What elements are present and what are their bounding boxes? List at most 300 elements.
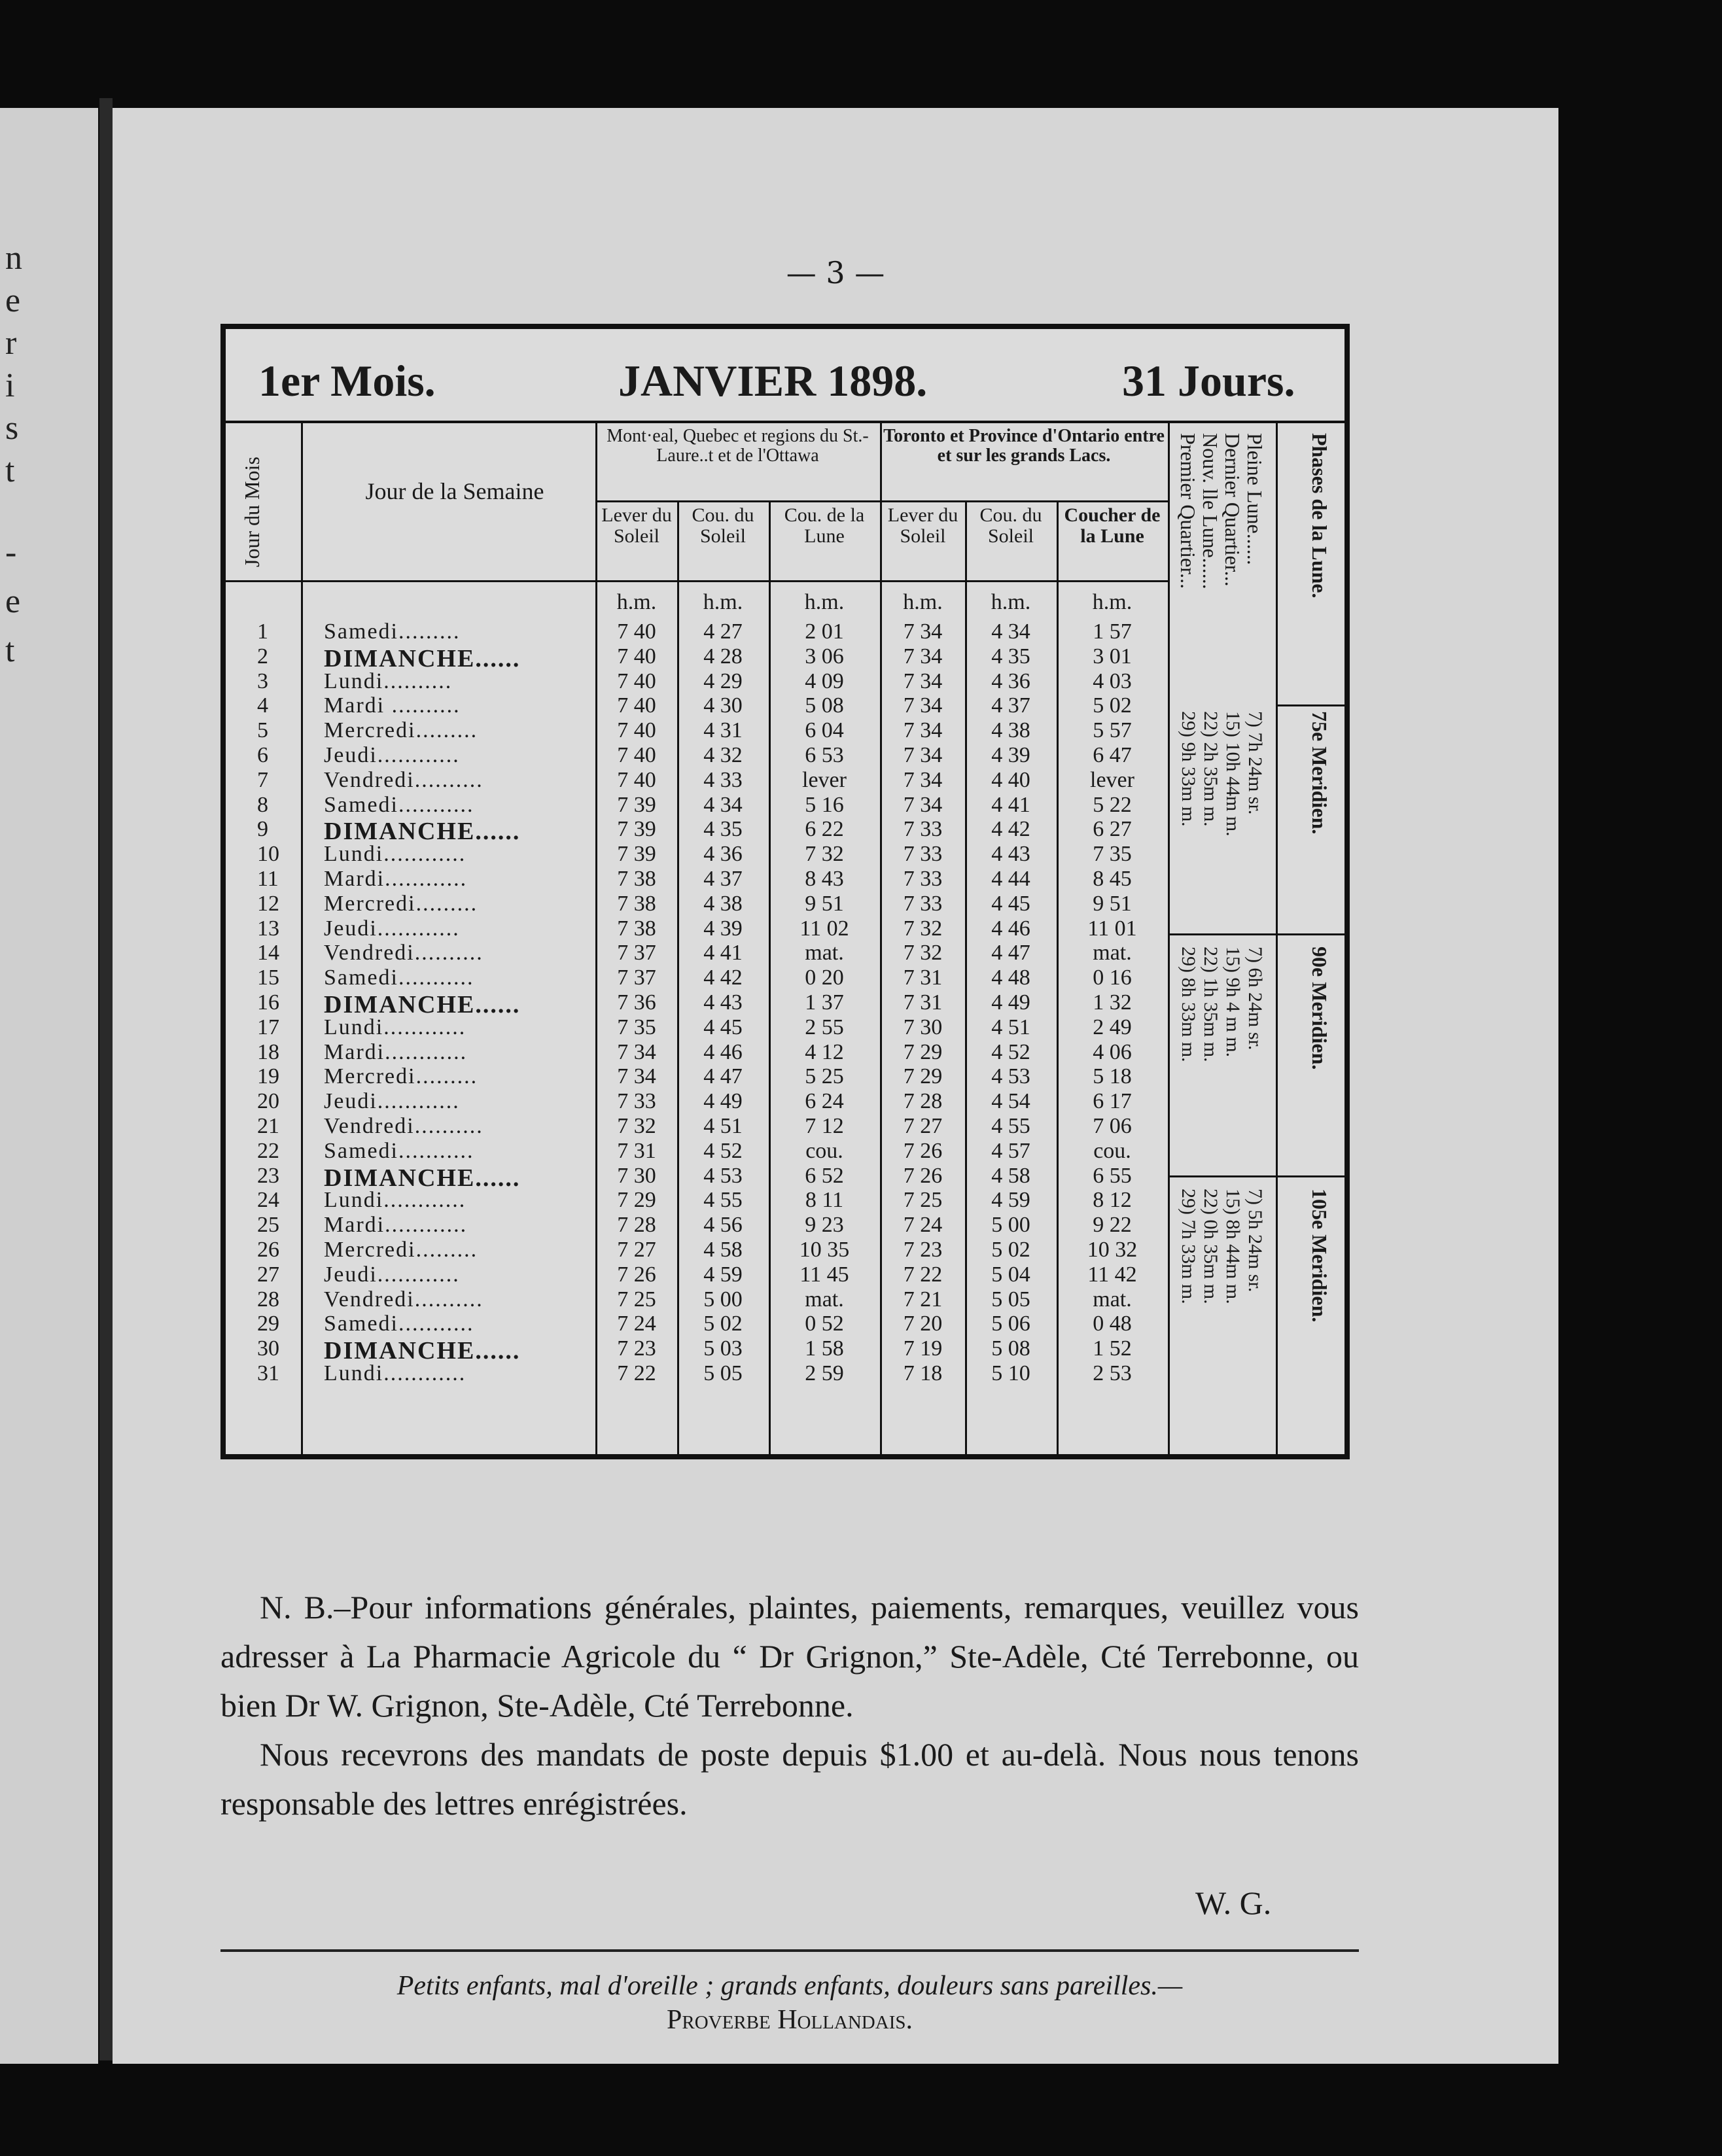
time-cell: 8 43 bbox=[805, 867, 844, 891]
time-cell: 7 26 bbox=[903, 1138, 943, 1163]
weekday-name: Mercredi......... bbox=[324, 1238, 478, 1262]
weekday-name: DIMANCHE...... bbox=[324, 1164, 521, 1192]
time-cell: 4 35 bbox=[991, 644, 1030, 669]
time-cell: 7 12 bbox=[805, 1114, 844, 1138]
time-cell: 4 38 bbox=[991, 718, 1030, 743]
time-cell: 4 06 bbox=[1093, 1039, 1132, 1064]
time-cell: 7 40 bbox=[617, 718, 656, 743]
time-cell: 4 52 bbox=[703, 1138, 743, 1163]
time-cell: 7 33 bbox=[903, 817, 943, 842]
time-cell: 7 26 bbox=[903, 1163, 943, 1188]
time-cell: 6 22 bbox=[805, 817, 844, 842]
time-cell: 1 58 bbox=[805, 1336, 844, 1361]
day-number: 1 bbox=[257, 619, 268, 644]
time-cell: 7 33 bbox=[617, 1089, 656, 1114]
time-cell: 6 55 bbox=[1093, 1163, 1132, 1188]
time-cell: 4 43 bbox=[703, 990, 743, 1015]
time-cell: 7 30 bbox=[617, 1163, 656, 1188]
day-number: 15 bbox=[257, 965, 279, 990]
day-number: 22 bbox=[257, 1138, 279, 1163]
time-cell: 7 34 bbox=[903, 792, 943, 817]
time-cell: 4 47 bbox=[703, 1064, 743, 1089]
time-cell: 5 05 bbox=[991, 1287, 1030, 1312]
time-cell: 7 39 bbox=[617, 792, 656, 817]
unit-label: h.m. bbox=[804, 590, 845, 614]
meridian-75-value: 22) 2h 35m m. bbox=[1200, 711, 1221, 827]
col-divider bbox=[1168, 423, 1170, 1454]
time-cell: 7 29 bbox=[903, 1039, 943, 1064]
weekday-name: DIMANCHE...... bbox=[324, 1337, 521, 1365]
weekday-name: Mardi............ bbox=[324, 1213, 468, 1238]
time-cell: 5 00 bbox=[991, 1213, 1030, 1238]
time-cell: 7 40 bbox=[617, 767, 656, 792]
time-cell: 7 22 bbox=[903, 1262, 943, 1287]
unit-label: h.m. bbox=[903, 590, 943, 614]
table-row bbox=[226, 916, 1168, 941]
time-cell: 4 52 bbox=[991, 1039, 1030, 1064]
weekday-name: Samedi......... bbox=[324, 619, 461, 644]
time-cell: 9 51 bbox=[1093, 891, 1132, 916]
time-cell: 4 37 bbox=[703, 867, 743, 891]
time-cell: mat. bbox=[805, 1287, 844, 1312]
time-cell: 4 29 bbox=[703, 669, 743, 693]
left-fragment: i bbox=[5, 367, 15, 404]
time-cell: 7 40 bbox=[617, 669, 656, 693]
table-header bbox=[226, 329, 1344, 421]
time-cell: 11 42 bbox=[1087, 1262, 1137, 1287]
table-row bbox=[226, 1163, 1168, 1192]
unit-label: h.m. bbox=[703, 590, 743, 614]
table-row bbox=[226, 892, 1168, 916]
weekday-name: DIMANCHE...... bbox=[324, 644, 521, 672]
time-cell: 7 28 bbox=[617, 1213, 656, 1238]
weekday-name: Vendredi.......... bbox=[324, 941, 483, 965]
table-row bbox=[226, 1312, 1168, 1336]
unit-label: h.m. bbox=[616, 590, 657, 614]
time-cell: 4 53 bbox=[991, 1064, 1030, 1089]
time-cell: 7 36 bbox=[617, 990, 656, 1015]
table-row bbox=[226, 619, 1168, 644]
calendar-table bbox=[220, 324, 1350, 1459]
time-cell: 4 03 bbox=[1093, 669, 1132, 693]
page-number: — 3 — bbox=[786, 255, 885, 290]
row-divider bbox=[595, 500, 1168, 502]
day-number: 12 bbox=[257, 891, 279, 916]
time-cell: 11 02 bbox=[800, 916, 849, 941]
row-divider bbox=[1168, 933, 1344, 935]
left-fragment: t bbox=[5, 632, 15, 669]
weekday-name: Samedi........... bbox=[324, 792, 474, 817]
time-cell: 4 35 bbox=[703, 817, 743, 842]
time-cell: 1 57 bbox=[1093, 619, 1132, 644]
header-coucher-lune: Cou. de la Lune bbox=[784, 504, 865, 547]
meridian-75-header: 75e Meridien. bbox=[1308, 711, 1331, 835]
time-cell: 5 22 bbox=[1093, 792, 1132, 817]
time-cell: 7 34 bbox=[903, 619, 943, 644]
time-cell: 4 28 bbox=[703, 644, 743, 669]
time-cell: 7 24 bbox=[903, 1213, 943, 1238]
time-cell: 4 58 bbox=[703, 1238, 743, 1262]
time-cell: 7 23 bbox=[617, 1336, 656, 1361]
meridian-90-value: 29) 8h 33m m. bbox=[1178, 947, 1199, 1062]
weekday-name: Vendredi.......... bbox=[324, 767, 483, 792]
time-cell: 7 26 bbox=[617, 1262, 656, 1287]
time-cell: 7 33 bbox=[903, 867, 943, 891]
time-cell: 5 04 bbox=[991, 1262, 1030, 1287]
table-row bbox=[226, 743, 1168, 768]
day-number: 31 bbox=[257, 1361, 279, 1385]
time-cell: 0 16 bbox=[1093, 965, 1132, 990]
time-cell: 4 49 bbox=[991, 990, 1030, 1015]
time-cell: 4 31 bbox=[703, 718, 743, 743]
time-cell: 7 34 bbox=[903, 644, 943, 669]
time-cell: 4 59 bbox=[991, 1188, 1030, 1213]
header-coucher-lune-ontario: Coucher de la Lune bbox=[1064, 504, 1161, 547]
time-cell: 7 31 bbox=[903, 990, 943, 1015]
meridian-75-value: 7) 7h 24m sr. bbox=[1244, 711, 1266, 815]
header-lever-soleil-ontario: Lever du Soleil bbox=[887, 504, 958, 547]
time-cell: 4 46 bbox=[703, 1039, 743, 1064]
time-cell: 4 47 bbox=[991, 941, 1030, 965]
time-cell: cou. bbox=[805, 1138, 843, 1163]
time-cell: 7 31 bbox=[617, 1138, 656, 1163]
weekday-name: Vendredi.......... bbox=[324, 1287, 483, 1312]
time-cell: 7 32 bbox=[903, 941, 943, 965]
table-row bbox=[226, 793, 1168, 818]
time-cell: 7 33 bbox=[903, 842, 943, 867]
time-cell: 2 53 bbox=[1093, 1361, 1132, 1385]
time-cell: 8 45 bbox=[1093, 867, 1132, 891]
table-row bbox=[226, 718, 1168, 743]
day-number: 20 bbox=[257, 1089, 279, 1114]
left-fragment: s bbox=[5, 409, 19, 447]
meridian-105-value: 22) 0h 35m m. bbox=[1200, 1189, 1221, 1304]
time-cell: 7 30 bbox=[903, 1015, 943, 1039]
header-group-toronto: Toronto et Province d'Ontario entre et sur les grands Lacs. bbox=[883, 426, 1165, 466]
weekday-name: Lundi............ bbox=[324, 842, 466, 867]
day-number: 9 bbox=[257, 817, 268, 842]
day-number: 28 bbox=[257, 1287, 279, 1312]
time-cell: 7 35 bbox=[1093, 842, 1132, 867]
left-fragment: n bbox=[5, 239, 22, 277]
time-cell: 0 48 bbox=[1093, 1312, 1132, 1336]
left-fragment: e bbox=[5, 282, 21, 319]
meridian-105-header: 105e Meridien. bbox=[1308, 1189, 1331, 1323]
time-cell: 4 51 bbox=[991, 1015, 1030, 1039]
time-cell: 4 53 bbox=[703, 1163, 743, 1188]
table-row bbox=[226, 1336, 1168, 1365]
time-cell: 5 02 bbox=[991, 1238, 1030, 1262]
note-paragraph-1: N. B.–Pour informations générales, plaintes, paiements, remarques, veuillez vous adresser à La Pharmacie Agricole du “ Dr Grignon,” Ste-Adèle, Cté Terrebonne, ou bien Dr W. Grignon, Ste-Adèle, Cté Terrebonne. bbox=[220, 1589, 1359, 1724]
time-cell: 7 24 bbox=[617, 1312, 656, 1336]
unit-label: h.m. bbox=[1092, 590, 1133, 614]
time-cell: 9 51 bbox=[805, 891, 844, 916]
table-row bbox=[226, 1139, 1168, 1164]
time-cell: 7 20 bbox=[903, 1312, 943, 1336]
time-cell: 6 04 bbox=[805, 718, 844, 743]
weekday-name: Samedi........... bbox=[324, 965, 474, 990]
time-cell: 7 27 bbox=[617, 1238, 656, 1262]
time-cell: 4 43 bbox=[991, 842, 1030, 867]
divider-rule bbox=[220, 1949, 1359, 1952]
weekday-name: DIMANCHE...... bbox=[324, 818, 521, 846]
meridian-75-value: 29) 9h 33m m. bbox=[1178, 711, 1199, 827]
time-cell: 4 57 bbox=[991, 1138, 1030, 1163]
time-cell: 7 37 bbox=[617, 965, 656, 990]
table-row bbox=[226, 1089, 1168, 1114]
time-cell: 5 00 bbox=[703, 1287, 743, 1312]
table-row bbox=[226, 990, 1168, 1018]
table-row bbox=[226, 842, 1168, 867]
day-number: 17 bbox=[257, 1015, 279, 1039]
time-cell: 4 45 bbox=[991, 891, 1030, 916]
note-paragraph-2: Nous recevrons des mandats de poste depuis $1.00 et au-delà. Nous nous tenons responsable des lettres enrégistrées. bbox=[220, 1736, 1359, 1822]
time-cell: 4 51 bbox=[703, 1114, 743, 1138]
table-row bbox=[226, 768, 1168, 793]
time-cell: 6 27 bbox=[1093, 817, 1132, 842]
time-cell: cou. bbox=[1093, 1138, 1131, 1163]
time-cell: 11 45 bbox=[800, 1262, 849, 1287]
table-row bbox=[226, 1114, 1168, 1139]
table-row bbox=[226, 867, 1168, 892]
time-cell: 4 42 bbox=[703, 965, 743, 990]
phase-name-2: Dernier Quartier... bbox=[1221, 433, 1244, 587]
time-cell: 5 02 bbox=[703, 1312, 743, 1336]
day-number: 30 bbox=[257, 1336, 279, 1361]
time-cell: 4 36 bbox=[991, 669, 1030, 693]
time-cell: 10 32 bbox=[1087, 1238, 1138, 1262]
time-cell: 4 41 bbox=[703, 941, 743, 965]
weekday-name: Mardi............ bbox=[324, 1039, 468, 1064]
time-cell: 2 59 bbox=[805, 1361, 844, 1385]
left-page-edge bbox=[0, 108, 98, 2064]
row-divider bbox=[226, 580, 1168, 582]
time-cell: 6 17 bbox=[1093, 1089, 1132, 1114]
day-number: 11 bbox=[257, 867, 279, 891]
time-cell: 6 52 bbox=[805, 1163, 844, 1188]
time-cell: 4 55 bbox=[991, 1114, 1030, 1138]
time-cell: 7 25 bbox=[903, 1188, 943, 1213]
time-cell: 7 40 bbox=[617, 644, 656, 669]
day-number: 16 bbox=[257, 990, 279, 1015]
time-cell: 4 39 bbox=[703, 916, 743, 941]
time-cell: 5 03 bbox=[703, 1336, 743, 1361]
almanac-page bbox=[113, 108, 1558, 2064]
phase-name-3: Nouv. lle Lune...... bbox=[1199, 433, 1222, 589]
time-cell: 4 59 bbox=[703, 1262, 743, 1287]
time-cell: 4 32 bbox=[703, 743, 743, 767]
time-cell: 5 57 bbox=[1093, 718, 1132, 743]
time-cell: 11 01 bbox=[1087, 916, 1137, 941]
weekday-name: Mardi .......... bbox=[324, 693, 461, 718]
time-cell: 7 34 bbox=[903, 718, 943, 743]
proverb-block bbox=[220, 1969, 1359, 2037]
proverb-attribution: Proverbe Hollandais. bbox=[667, 2005, 913, 2035]
time-cell: 1 37 bbox=[805, 990, 844, 1015]
time-cell: lever bbox=[802, 767, 847, 792]
days-label: 31 Jours. bbox=[1122, 356, 1295, 406]
col-divider bbox=[1276, 423, 1278, 1454]
header-weekday: Jour de la Semaine bbox=[365, 478, 544, 504]
table-row bbox=[226, 669, 1168, 694]
weekday-name: Mercredi......... bbox=[324, 718, 478, 743]
weekday-name: Samedi........... bbox=[324, 1312, 474, 1336]
time-cell: 5 05 bbox=[703, 1361, 743, 1385]
time-cell: 4 42 bbox=[991, 817, 1030, 842]
time-cell: 4 38 bbox=[703, 891, 743, 916]
time-cell: 1 52 bbox=[1093, 1336, 1132, 1361]
time-cell: 2 55 bbox=[805, 1015, 844, 1039]
time-cell: 4 55 bbox=[703, 1188, 743, 1213]
time-cell: 7 34 bbox=[617, 1039, 656, 1064]
time-cell: 7 34 bbox=[617, 1064, 656, 1089]
time-cell: 3 06 bbox=[805, 644, 844, 669]
time-cell: 7 34 bbox=[903, 767, 943, 792]
phase-name-4: Premier Quartier... bbox=[1176, 433, 1200, 589]
table-row bbox=[226, 941, 1168, 965]
table-row bbox=[226, 644, 1168, 672]
time-cell: 7 23 bbox=[903, 1238, 943, 1262]
weekday-name: Jeudi............ bbox=[324, 916, 460, 941]
signature: W. G. bbox=[1195, 1885, 1272, 1921]
time-cell: 7 29 bbox=[903, 1064, 943, 1089]
time-cell: 4 09 bbox=[805, 669, 844, 693]
time-cell: 7 40 bbox=[617, 619, 656, 644]
day-number: 3 bbox=[257, 669, 268, 693]
time-cell: 7 28 bbox=[903, 1089, 943, 1114]
time-cell: 9 23 bbox=[805, 1213, 844, 1238]
time-cell: 4 40 bbox=[991, 767, 1030, 792]
time-cell: 4 46 bbox=[991, 916, 1030, 941]
day-number: 26 bbox=[257, 1238, 279, 1262]
weekday-name: Lundi............ bbox=[324, 1015, 466, 1039]
table-row bbox=[226, 817, 1168, 846]
time-cell: 7 40 bbox=[617, 743, 656, 767]
time-cell: 5 10 bbox=[991, 1361, 1030, 1385]
day-number: 10 bbox=[257, 842, 279, 867]
left-fragment: - bbox=[5, 534, 17, 571]
weekday-name: Jeudi............ bbox=[324, 1262, 460, 1287]
day-number: 19 bbox=[257, 1064, 279, 1089]
time-cell: 6 53 bbox=[805, 743, 844, 767]
time-cell: 4 34 bbox=[991, 619, 1030, 644]
time-cell: 5 08 bbox=[805, 693, 844, 718]
day-number: 25 bbox=[257, 1213, 279, 1238]
day-number: 7 bbox=[257, 767, 268, 792]
meridian-75-value: 15) 10h 44m m. bbox=[1222, 711, 1244, 837]
time-cell: 7 35 bbox=[617, 1015, 656, 1039]
month-label: 1er Mois. bbox=[258, 356, 436, 406]
time-cell: 6 24 bbox=[805, 1089, 844, 1114]
time-cell: 8 11 bbox=[805, 1188, 844, 1213]
time-cell: 2 01 bbox=[805, 619, 844, 644]
day-number: 21 bbox=[257, 1114, 279, 1138]
day-number: 29 bbox=[257, 1312, 279, 1336]
table-row bbox=[226, 1188, 1168, 1213]
time-cell: 4 58 bbox=[991, 1163, 1030, 1188]
time-cell: 7 38 bbox=[617, 916, 656, 941]
day-number: 13 bbox=[257, 916, 279, 941]
time-cell: 4 33 bbox=[703, 767, 743, 792]
time-cell: 6 47 bbox=[1093, 743, 1132, 767]
day-number: 14 bbox=[257, 941, 279, 965]
time-cell: 7 18 bbox=[903, 1361, 943, 1385]
weekday-name: Lundi............ bbox=[324, 1361, 466, 1385]
table-row bbox=[226, 693, 1168, 718]
time-cell: 7 21 bbox=[903, 1287, 943, 1312]
time-cell: 7 38 bbox=[617, 867, 656, 891]
meridian-90-value: 15) 9h 4 m m. bbox=[1222, 947, 1244, 1058]
left-fragment: r bbox=[5, 324, 17, 362]
time-cell: 0 52 bbox=[805, 1312, 844, 1336]
weekday-name: Lundi.......... bbox=[324, 669, 453, 693]
time-cell: 7 39 bbox=[617, 817, 656, 842]
table-body bbox=[226, 421, 1344, 1454]
time-cell: 7 34 bbox=[903, 743, 943, 767]
header-coucher-soleil: Cou. du Soleil bbox=[692, 504, 754, 547]
time-cell: 7 31 bbox=[903, 965, 943, 990]
table-title: JANVIER 1898. bbox=[618, 356, 928, 406]
time-cell: 9 22 bbox=[1093, 1213, 1132, 1238]
table-row bbox=[226, 1238, 1168, 1262]
time-cell: 7 34 bbox=[903, 669, 943, 693]
table-row bbox=[226, 1064, 1168, 1089]
time-cell: 4 36 bbox=[703, 842, 743, 867]
weekday-name: Mercredi......... bbox=[324, 891, 478, 916]
time-cell: 7 32 bbox=[903, 916, 943, 941]
meridian-105-value: 29) 7h 33m m. bbox=[1178, 1189, 1199, 1304]
time-cell: 7 29 bbox=[617, 1188, 656, 1213]
weekday-name: Jeudi............ bbox=[324, 1089, 460, 1114]
row-divider bbox=[1168, 1175, 1344, 1177]
table-row bbox=[226, 1213, 1168, 1238]
time-cell: 7 38 bbox=[617, 891, 656, 916]
phase-name-1: Pleine Lune...... bbox=[1243, 433, 1267, 565]
header-day-of-month: Jour du Mois bbox=[240, 457, 264, 567]
time-cell: 5 02 bbox=[1093, 693, 1132, 718]
time-cell: 5 25 bbox=[805, 1064, 844, 1089]
table-row bbox=[226, 1015, 1168, 1040]
time-cell: 5 18 bbox=[1093, 1064, 1132, 1089]
time-cell: 7 06 bbox=[1093, 1114, 1132, 1138]
header-coucher-soleil-ontario: Cou. du Soleil bbox=[979, 504, 1042, 547]
weekday-name: Lundi............ bbox=[324, 1188, 466, 1213]
time-cell: 5 08 bbox=[991, 1336, 1030, 1361]
table-row bbox=[226, 1040, 1168, 1065]
day-number: 27 bbox=[257, 1262, 279, 1287]
time-cell: 4 37 bbox=[991, 693, 1030, 718]
weekday-name: DIMANCHE...... bbox=[324, 991, 521, 1018]
time-cell: 7 32 bbox=[805, 842, 844, 867]
time-cell: 7 34 bbox=[903, 693, 943, 718]
weekday-name: Samedi........... bbox=[324, 1138, 474, 1163]
time-cell: 10 35 bbox=[799, 1238, 850, 1262]
header-group-montreal: Mont·eal, Quebec et regions du St.-Laure..t et de l'Ottawa bbox=[606, 426, 869, 466]
time-cell: 7 22 bbox=[617, 1361, 656, 1385]
table-row bbox=[226, 1287, 1168, 1312]
unit-label: h.m. bbox=[991, 590, 1031, 614]
weekday-name: Vendredi.......... bbox=[324, 1114, 483, 1138]
meridian-105-value: 15) 8h 44m m. bbox=[1222, 1189, 1244, 1304]
phases-header: Phases de la Lune. bbox=[1308, 433, 1331, 599]
time-cell: 7 40 bbox=[617, 693, 656, 718]
left-fragment: e bbox=[5, 583, 21, 620]
time-cell: 5 16 bbox=[805, 792, 844, 817]
time-cell: mat. bbox=[1093, 941, 1132, 965]
time-cell: 0 20 bbox=[805, 965, 844, 990]
time-cell: 4 54 bbox=[991, 1089, 1030, 1114]
left-fragment: t bbox=[5, 452, 15, 489]
